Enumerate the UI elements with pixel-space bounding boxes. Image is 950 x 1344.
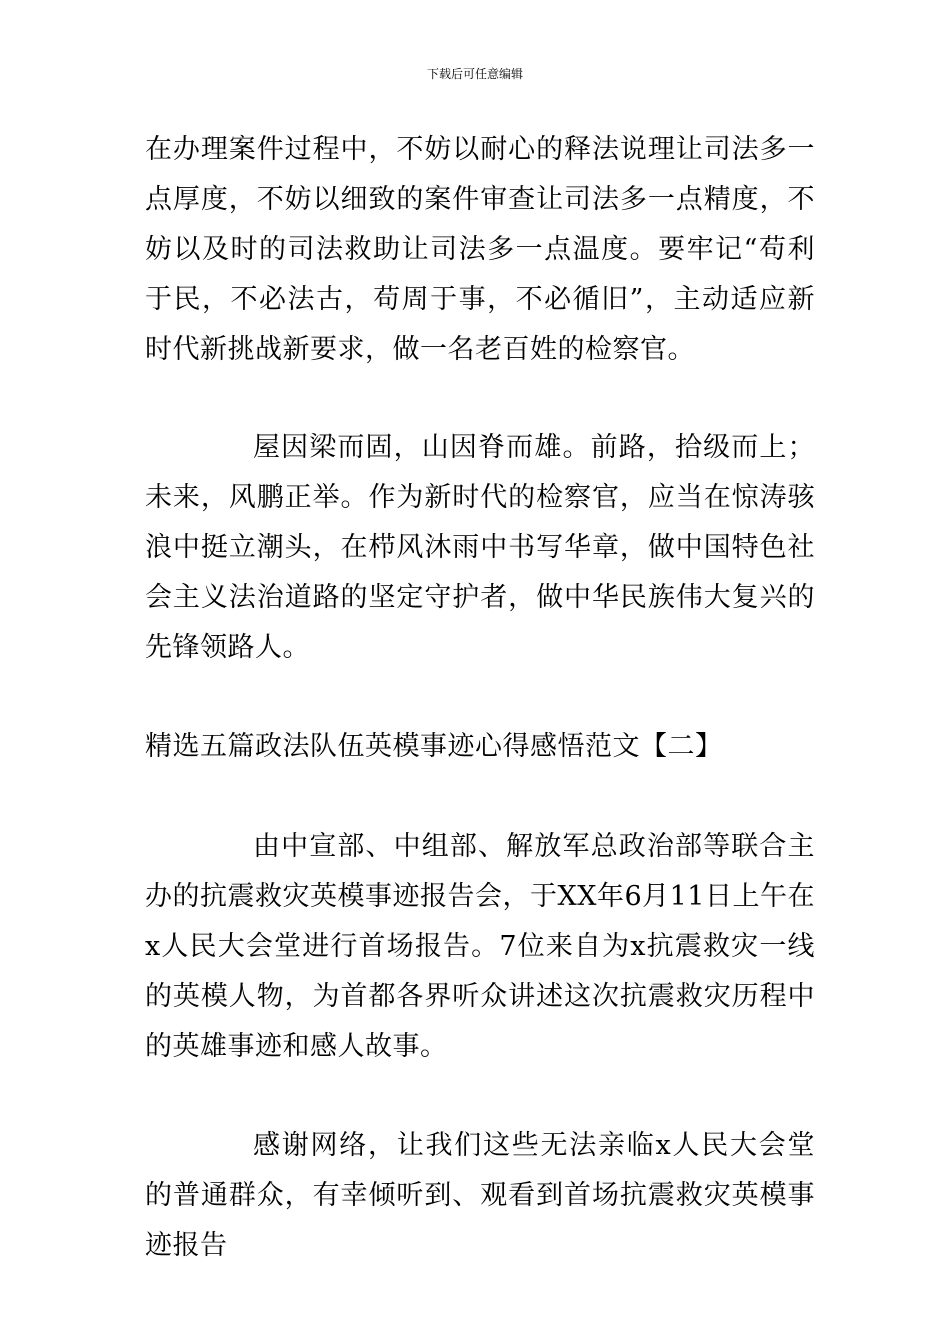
paragraph-1: 在办理案件过程中，不妨以耐心的释法说理让司法多一点厚度，不妨以细致的案件审查让司法多一点精度，不妨以及时的司法救助让司法多一点温度。要牢记“苟利于民，不必法古，苟周于事，不必循旧”，主动适应新时代新挑战新要求，做一名老百姓的检察官。 bbox=[145, 134, 815, 365]
paragraph-2: 屋因梁而固，山因脊而雄。前路，拾级而上；未来，风鹏正举。作为新时代的检察官，应当在惊涛骇浪中挺立潮头，在栉风沐雨中书写华章，做中国特色社会主义法治道路的坚定守护者，做中华民族伟大复兴的先锋领路人。 bbox=[145, 432, 815, 663]
paragraph-4: 感谢网络，让我们这些无法亲临x人民大会堂的普通群众，有幸倾听到、观看到首场抗震救灾英模事迹报告 bbox=[145, 1130, 815, 1261]
page-header: 下载后可任意编辑 bbox=[426, 67, 523, 81]
section-title: 精选五篇政法队伍英模事迹心得感悟范文【二】 bbox=[145, 731, 723, 762]
paragraph-3: 由中宣部、中组部、解放军总政治部等联合主办的抗震救灾英模事迹报告会，于XX年6月11日上午在x人民大会堂进行首场报告。7位来自为x抗震救灾一线的英模人物，为首都各界听众讲述这次抗震救灾历程中的英雄事迹和感人故事。 bbox=[145, 831, 815, 1062]
